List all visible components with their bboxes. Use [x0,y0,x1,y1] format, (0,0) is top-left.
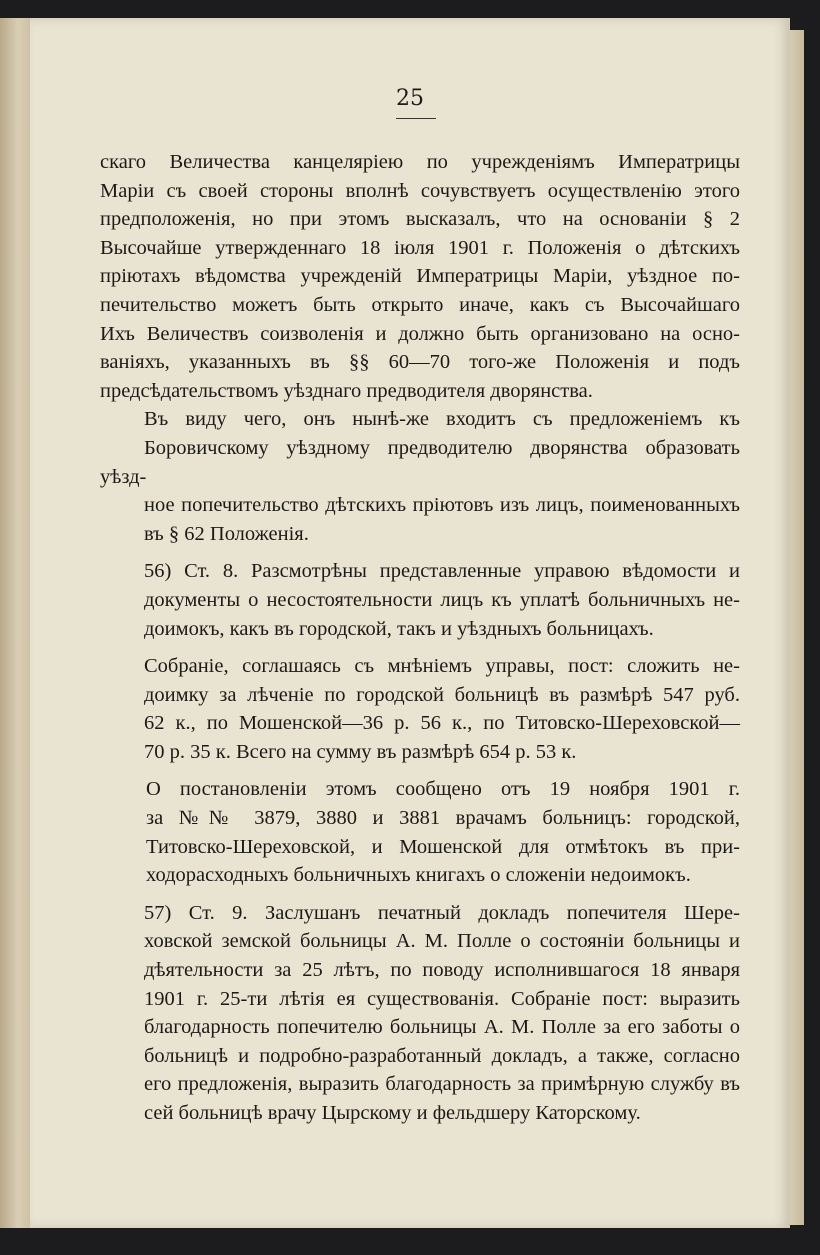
page-text [100,148,740,1128]
paragraph-continuation [100,148,740,405]
text-line: въ § 62 Положенія. [144,522,309,545]
text-line: печительство можетъ быть открыто иначе, какъ съ Высочайшаго [100,293,740,316]
text-line: Собраніе, соглашаясь съ мнѣніемъ управы, пост: сложить не- [144,655,740,678]
text-line: Высочайше утвержденнаго 18 іюля 1901 г. Положенія о дѣтскихъ [100,236,740,259]
right-page-edge [790,30,804,1225]
text-line: 62 к., по Мошенской—36 р. 56 к., по Титовско-Шереховской— [144,712,740,735]
paragraph-notification [146,775,740,889]
text-line: 70 р. 35 к. Всего на сумму въ размѣрѣ 654 р. 53 к. [144,740,577,763]
text-line: благодарность попечителю больницы А. М. Полле за его заботы о [144,1016,740,1039]
text-line: ховской земской больницы А. М. Полле о состояніи больницы и [144,930,740,953]
text-line: ваніяхъ, указанныхъ въ §§ 60—70 того-же Положенія и подъ [100,351,740,374]
paragraph-chairman-proposal [100,405,740,548]
text-line: Ихъ Величествъ соизволенія и должно быть организовано на осно- [100,322,740,345]
text-line: 1901 г. 25-ти лѣтія ея существованія. Собраніе пост: выразить [144,987,740,1010]
text-line: дѣятельности за 25 лѣтъ, по поводу исполнившагося 18 января [144,959,740,982]
text-line: Боровичскому уѣздному предводителю дворянства образовать уѣзд- [100,436,740,488]
text-line: сей больницѣ врачу Цырскому и фельдшеру Каторскому. [144,1102,641,1124]
book-page [30,18,790,1228]
text-line: пріютахъ вѣдомства учрежденій Императрицы Маріи, уѣздное по- [100,265,740,288]
page-number-ornament [396,118,436,119]
text-line: Титовско-Шереховской, и Мошенской для отмѣтокъ въ при- [146,835,740,858]
text-line: предсѣдательствомъ уѣзднаго предводителя дворянства. [100,379,593,402]
text-line: 57) Ст. 9. Заслушанъ печатный докладъ попечителя Шере- [144,901,740,924]
paragraph-assembly-resolution [100,652,740,766]
text-line: доимокъ, какъ въ городской, такъ и уѣздныхъ больницахъ. [144,617,654,640]
text-line: Въ виду чего, онъ нынѣ-же входитъ съ предложеніемъ къ [144,408,740,431]
text-line: Маріи съ своей стороны вполнѣ сочувствуетъ осуществленію этого [100,179,740,202]
page-number: 25 [396,86,424,111]
paragraph-article-57 [100,899,740,1128]
paragraph-article-56 [100,557,740,643]
text-line: скаго Величества канцеляріею по учрежденіямъ Императрицы [100,151,740,173]
left-page-edge [0,18,31,1228]
text-line: 56) Ст. 8. Разсмотрѣны представленные управою вѣдомости и [144,560,740,583]
text-line: больницѣ и подробно-разработанный докладъ, а также, согласно [144,1044,740,1067]
text-line: предположенія, но при этомъ высказалъ, что на основаніи § 2 [100,208,740,231]
text-line: ходорасходныхъ больничныхъ книгахъ о сложеніи недоимокъ. [146,864,691,887]
text-line: ное попечительство дѣтскихъ пріютовъ изъ лицъ, поименованныхъ [144,494,740,517]
text-line: документы о несостоятельности лицъ къ уплатѣ больничныхъ не- [144,588,740,611]
text-line: за №№ 3879, 3880 и 3881 врачамъ больницъ: городской, [146,807,740,830]
text-line: его предложенія, выразить благодарность за примѣрную службу въ [144,1073,740,1096]
text-line: О постановленіи этомъ сообщено отъ 19 ноября 1901 г. [146,778,740,801]
text-line: доимку за лѣченіе по городской больницѣ въ размѣрѣ 547 руб. [144,683,740,706]
